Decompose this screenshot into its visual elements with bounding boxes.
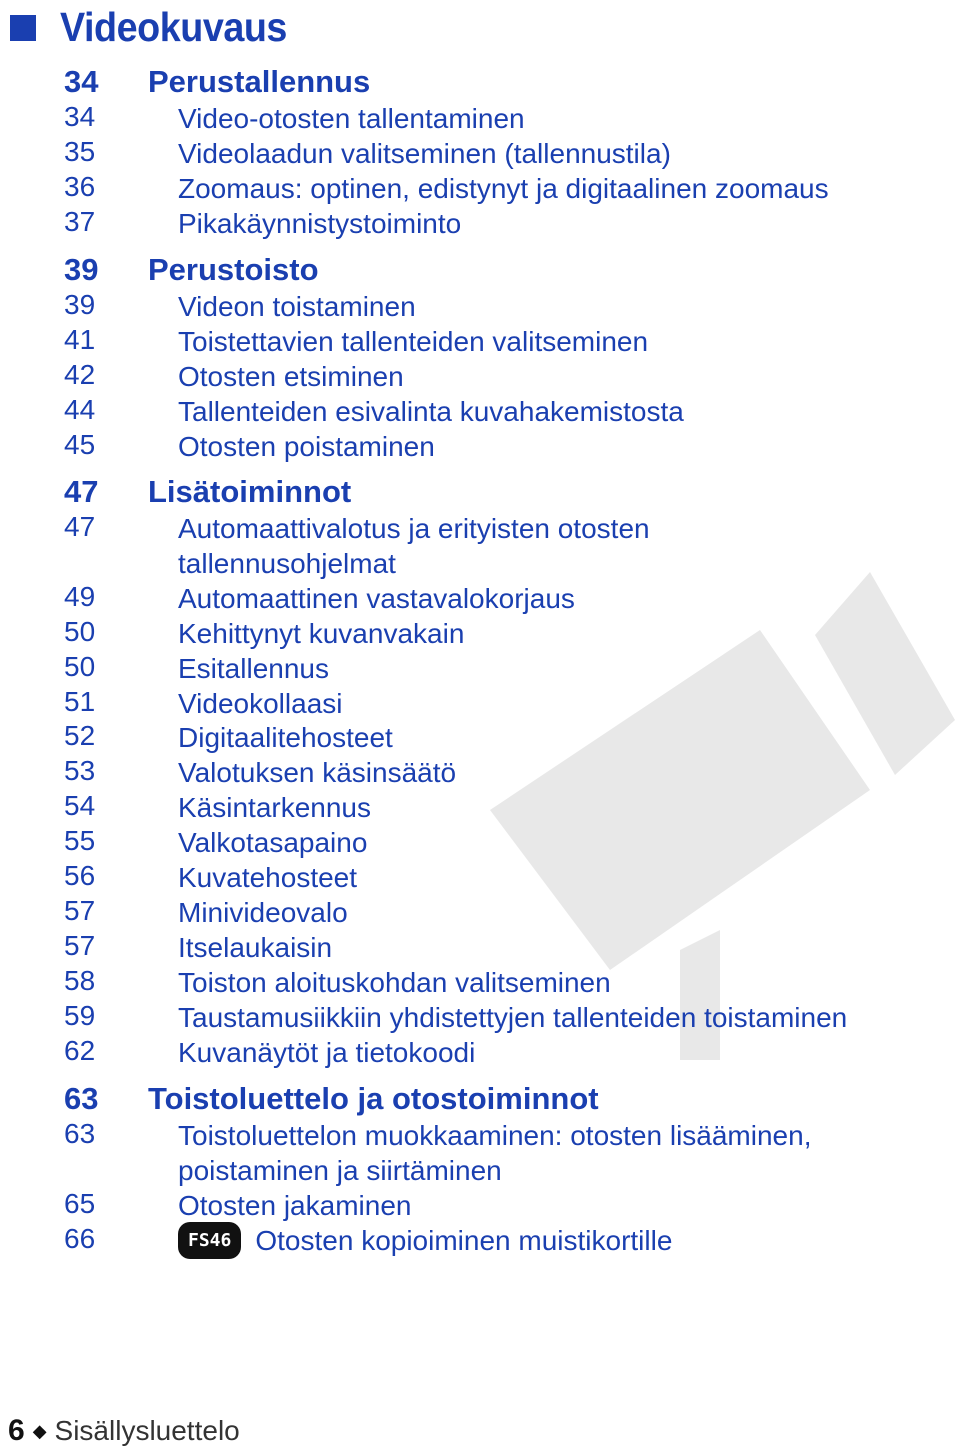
toc-item-title	[178, 616, 464, 651]
toc-item-title	[178, 965, 611, 1000]
toc-item-title-line: Pikakäynnistystoiminto	[178, 207, 462, 239]
footer-label: Sisällysluettelo	[54, 1415, 240, 1446]
toc-item-page-number: 36	[64, 170, 96, 202]
square-bullet-icon	[10, 15, 36, 41]
diamond-icon: ◆	[32, 1420, 47, 1441]
toc-item-title-line: Videokollaasi	[178, 687, 343, 719]
toc-section-title: Perustallennus	[148, 64, 371, 99]
toc-item-title-line: Kuvanäytöt ja tietokoodi	[178, 1036, 476, 1068]
toc-item-page-number: 57	[64, 894, 96, 926]
toc-item-title-line: Automaattinen vastavalokorjaus	[178, 582, 575, 614]
toc-item-title	[178, 359, 404, 394]
toc-item-title-line: tallennusohjelmat	[178, 548, 396, 579]
toc-item-title-line: Zoomaus: optinen, edistynyt ja digitaalinen zoomaus	[178, 172, 829, 204]
toc-item-title	[178, 686, 343, 721]
toc-item-title-line: Kehittynyt kuvanvakain	[178, 617, 465, 649]
toc-item-title-line: Digitaalitehosteet	[178, 722, 393, 754]
toc-item-title-line: Minivideovalo	[178, 896, 348, 928]
toc-item-page-number: 39	[64, 289, 96, 320]
toc-item-title-line: Videon toistaminen	[178, 291, 416, 322]
toc-item-title	[178, 429, 435, 464]
toc-item-page-number: 66	[64, 1222, 96, 1254]
toc-item-title-line: Valotuksen käsinsäätö	[178, 757, 457, 789]
toc-item-title	[178, 860, 357, 895]
toc-item-page-number: 41	[64, 323, 96, 355]
toc-section-title: Toistoluettelo ja otostoiminnot	[148, 1081, 599, 1116]
toc-item-title	[178, 825, 367, 860]
toc-item-page-number: 51	[64, 685, 96, 717]
toc-item-title-line: poistaminen ja siirtäminen	[178, 1155, 502, 1186]
toc-item-page-number: 62	[64, 1034, 96, 1066]
toc-item-title-line: Video-otosten tallentaminen	[178, 103, 525, 134]
model-badge-icon: FS46	[178, 1222, 241, 1259]
toc-item-title	[178, 1035, 475, 1070]
toc-section-title: Lisätoiminnot	[148, 474, 352, 509]
toc-item-title	[178, 1188, 411, 1223]
toc-item-page-number: 65	[64, 1187, 96, 1219]
toc-item-title	[178, 790, 371, 825]
toc-item-page-number: 56	[64, 860, 96, 891]
toc-item-page-number: 50	[64, 615, 96, 647]
video-camera-watermark-icon	[470, 560, 960, 1120]
toc-item-title-line: Toiston aloituskohdan valitseminen	[178, 966, 611, 998]
toc-item-page-number: 44	[64, 393, 96, 425]
section-header	[10, 4, 307, 51]
page-title: Videokuvaus	[60, 4, 287, 50]
toc-item-title	[178, 895, 348, 930]
toc-item-title-line: Toistettavien tallenteiden valitseminen	[178, 325, 649, 357]
toc-section-page-number: 39	[64, 252, 99, 287]
toc-item-page-number: 57	[64, 929, 96, 961]
toc-section-title: Perustoisto	[148, 252, 319, 287]
toc-item-title-line: Otosten jakaminen	[178, 1189, 412, 1221]
toc-item-page-number: 42	[64, 358, 96, 390]
toc-item-title	[178, 1000, 847, 1035]
toc-item-page-number: 55	[64, 825, 96, 857]
toc-item-title-line: Automaattivalotus ja erityisten otosten	[178, 513, 650, 544]
page-number: 6	[8, 1414, 25, 1447]
toc-item-page-number: 34	[64, 101, 96, 132]
toc-item-title-line: Otosten poistaminen	[178, 430, 435, 462]
toc-item-title-line: Valkotasapaino	[178, 827, 368, 859]
toc-item-title	[178, 581, 575, 616]
toc-item-title	[178, 720, 393, 755]
toc-item-title	[178, 651, 329, 686]
toc-item-page-number: 50	[64, 650, 96, 682]
toc-section-page-number: 63	[64, 1081, 99, 1116]
toc-item-title-line: Taustamusiikkiin yhdistettyjen tallenteiden toistaminen	[178, 1001, 848, 1033]
toc-item-title	[178, 1223, 672, 1261]
toc-item-title	[178, 755, 456, 790]
toc-item-title-line: Itselaukaisin	[178, 931, 333, 963]
toc-item-title-line: Käsintarkennus	[178, 792, 372, 824]
toc-item-title-line: Tallenteiden esivalinta kuvahakemistosta	[178, 395, 684, 427]
toc-item-page-number: 53	[64, 755, 96, 787]
toc-item-title	[178, 101, 525, 136]
toc-item-page-number: 49	[64, 580, 96, 612]
toc-item-page-number: 35	[64, 135, 96, 167]
toc-item-title-line: Otosten etsiminen	[178, 360, 404, 392]
page-footer	[8, 1414, 240, 1448]
toc-section-page-number: 34	[64, 64, 99, 99]
toc-item-title	[178, 394, 684, 429]
toc-item-title-text: Otosten kopioiminen muistikortille	[255, 1224, 673, 1256]
toc-section-page-number: 47	[64, 474, 99, 509]
toc-item-page-number: 54	[64, 790, 96, 822]
toc-item-page-number: 52	[64, 720, 96, 752]
toc-item-title-line: Videolaadun valitseminen (tallennustila)	[178, 137, 671, 169]
toc-item-title	[178, 511, 650, 581]
toc-item-page-number: 47	[64, 511, 96, 542]
toc-item-title	[178, 171, 829, 206]
toc-item-page-number: 58	[64, 964, 96, 996]
toc-item-title	[178, 930, 332, 965]
toc-item-title-line: Kuvatehosteet	[178, 862, 358, 893]
toc-item-title-line: Toistoluettelon muokkaaminen: otosten lisääminen,	[178, 1120, 812, 1151]
toc-item-page-number: 63	[64, 1118, 96, 1149]
toc-item-title	[178, 206, 461, 241]
toc-item-title	[178, 324, 648, 359]
toc-item-page-number: 59	[64, 999, 96, 1031]
toc-item-title-line	[178, 1223, 672, 1261]
toc-item-title-line: Esitallennus	[178, 652, 329, 684]
toc-item-title	[178, 1118, 811, 1188]
toc-item-title	[178, 136, 671, 171]
toc-item-title	[178, 289, 416, 324]
toc-item-page-number: 45	[64, 428, 96, 460]
toc-item-page-number: 37	[64, 205, 96, 237]
